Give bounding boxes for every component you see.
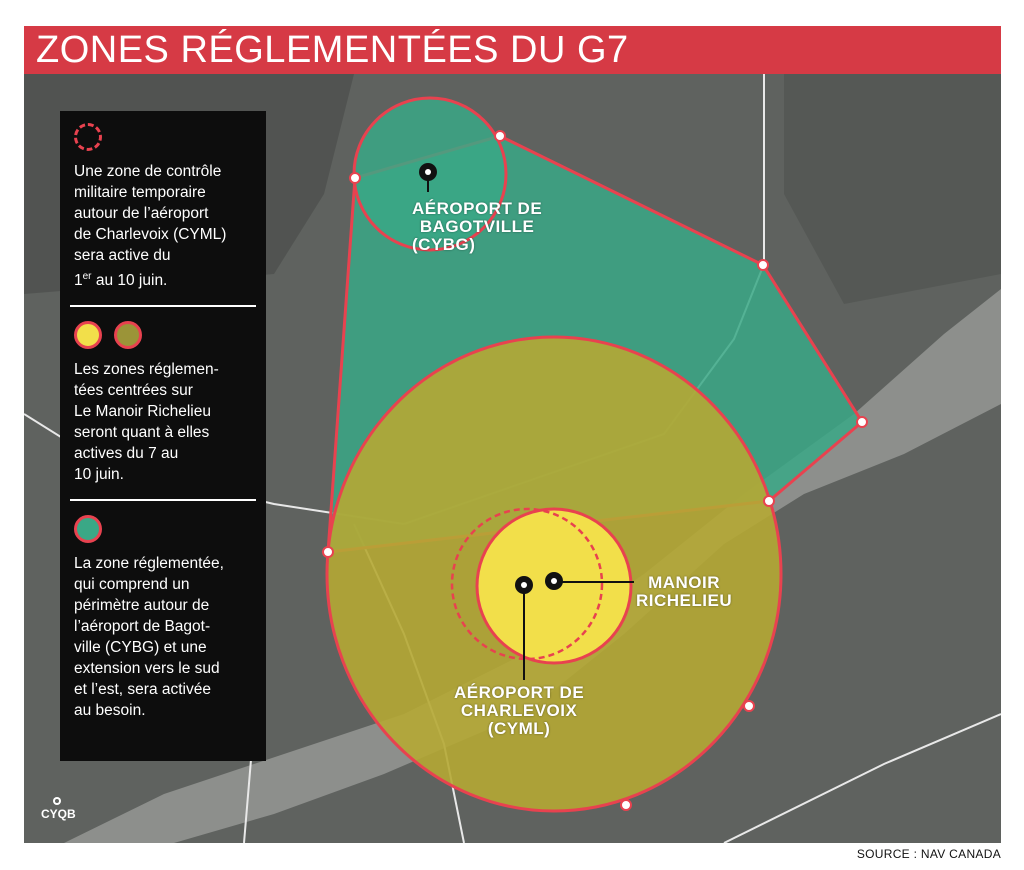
vertex-marker (764, 496, 774, 506)
vertex-marker (857, 417, 867, 427)
vertex-marker (323, 547, 333, 557)
dashed-red-circle-icon (74, 123, 102, 151)
vertex-marker (495, 131, 505, 141)
yellow-circle-icon (74, 321, 102, 349)
legend-divider (70, 305, 256, 307)
page-title: ZONES RÉGLEMENTÉES DU G7 (24, 26, 1001, 74)
vertex-marker (758, 260, 768, 270)
charlevoix-label: AÉROPORT DE CHARLEVOIX (CYML) (454, 683, 585, 738)
manoir-label: MANOIR RICHELIEU (636, 573, 733, 610)
cyqb-label: CYQB (41, 807, 76, 821)
legend-text-1: Une zone de contrôle militaire temporaire autour de l’aéroport de Charlevoix (CYML) sera active du 1er au 10 juin. (74, 163, 227, 290)
source-credit: SOURCE : NAV CANADA (856, 847, 1001, 861)
olive-circle-icon (114, 321, 142, 349)
bagotville-label: AÉROPORT DE BAGOTVILLE (CYBG) (412, 199, 543, 254)
legend-panel (60, 111, 266, 761)
green-circle-icon (74, 515, 102, 543)
legend-divider (70, 499, 256, 501)
legend-text-2: Les zones réglemen- tées centrées sur Le Manoir Richelieu seront quant à elles actives du 7 au 10 juin. (74, 361, 219, 484)
vertex-marker (350, 173, 360, 183)
vertex-marker (744, 701, 754, 711)
legend-text-3: La zone réglementée, qui comprend un périmètre autour de l’aéroport de Bagot- ville (CYBG) et une extension vers le sud et l’est, sera activée au besoin. (74, 555, 224, 720)
vertex-marker (621, 800, 631, 810)
